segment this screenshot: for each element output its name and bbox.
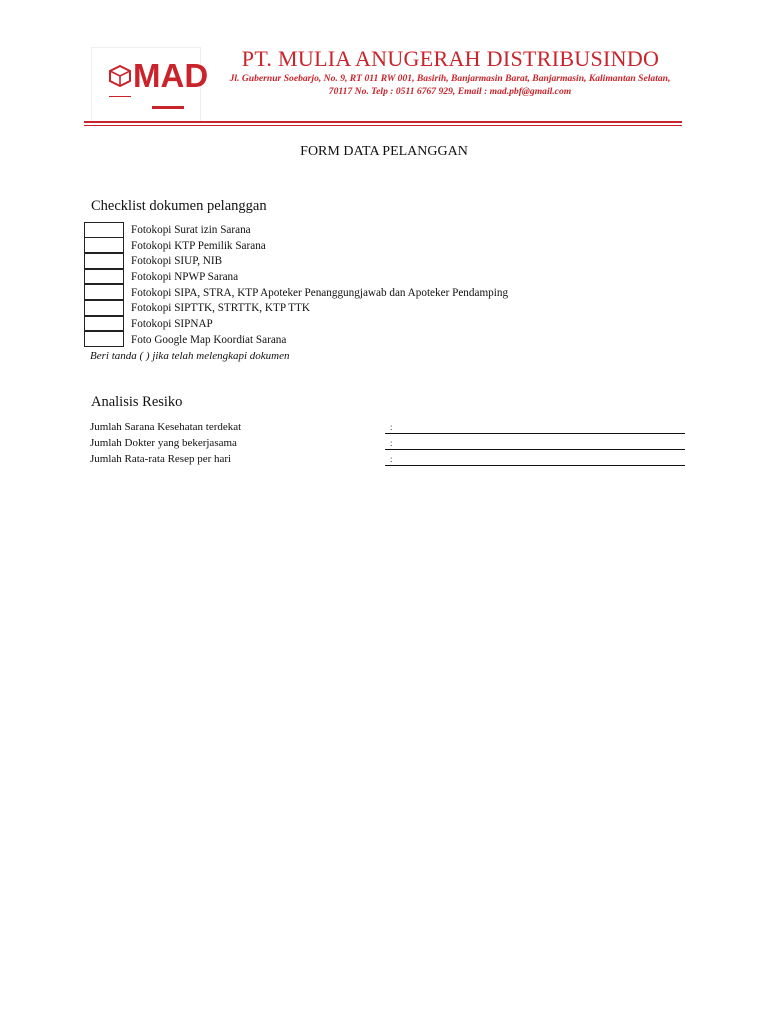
checkbox[interactable] — [84, 331, 124, 347]
analysis-row-label: Jumlah Dokter yang bekerjasama — [90, 437, 237, 449]
checklist-item-label: Fotokopi SIPA, STRA, KTP Apoteker Penanggungjawab dan Apoteker Pendamping — [131, 286, 509, 299]
analysis-row — [90, 452, 686, 467]
analysis-answer-line[interactable] — [385, 449, 685, 450]
logo-wordmark: MAD — [133, 57, 209, 94]
company-name: PT. MULIA ANUGERAH DISTRIBUSINDO — [241, 46, 660, 71]
analysis-row-separator: : — [390, 422, 393, 432]
checklist-table — [84, 222, 508, 348]
analysis-row — [90, 436, 686, 451]
checklist-item — [84, 332, 508, 348]
header-divider-thin — [84, 125, 682, 126]
analysis-row-separator: : — [390, 454, 393, 464]
checklist-note: Beri tanda ( ) jika telah melengkapi dokumen — [90, 350, 290, 362]
checklist-item — [84, 300, 508, 316]
form-title: FORM DATA PELANGGAN — [300, 144, 468, 159]
checkbox[interactable] — [84, 253, 124, 269]
checklist-item — [84, 222, 508, 238]
checklist-item-label: Fotokopi SIUP, NIB — [131, 255, 223, 268]
checkbox[interactable] — [84, 300, 124, 316]
analysis-row-separator: : — [390, 438, 393, 448]
checkbox[interactable] — [84, 222, 124, 238]
logo-tagline-bar — [152, 106, 184, 109]
checklist-item-label: Fotokopi KTP Pemilik Sarana — [131, 239, 266, 252]
checklist-item-label: Fotokopi SIPTTK, STRTTK, KTP TTK — [131, 302, 310, 315]
checklist-item-label: Fotokopi Surat izin Sarana — [131, 223, 251, 236]
analysis-row — [90, 420, 686, 435]
checklist-item-label: Fotokopi SIPNAP — [131, 317, 213, 330]
checklist-item — [84, 238, 508, 254]
checklist-heading: Checklist dokumen pelanggan — [91, 198, 267, 214]
analysis-heading: Analisis Resiko — [91, 394, 183, 410]
checklist-item — [84, 269, 508, 285]
checklist-item-label: Fotokopi NPWP Sarana — [131, 270, 239, 283]
cube-logo-icon — [109, 65, 131, 87]
analysis-answer-line[interactable] — [385, 433, 685, 434]
checkbox[interactable] — [84, 284, 124, 300]
checklist-item — [84, 285, 508, 301]
analysis-row-label: Jumlah Sarana Kesehatan terdekat — [90, 421, 242, 433]
analysis-answer-line[interactable] — [385, 465, 685, 466]
analysis-row-label: Jumlah Rata-rata Resep per hari — [90, 453, 232, 465]
checkbox[interactable] — [84, 237, 124, 253]
checkbox[interactable] — [84, 316, 124, 332]
checklist-item-label: Foto Google Map Koordiat Sarana — [131, 333, 287, 346]
checklist-item — [84, 253, 508, 269]
checkbox[interactable] — [84, 269, 124, 285]
logo-tagline-line — [109, 96, 131, 97]
header-divider-thick — [84, 121, 682, 123]
checklist-item — [84, 316, 508, 332]
company-logo — [91, 47, 209, 122]
company-address: Jl. Gubernur Soebarjo, No. 9, RT 011 RW 001, Basirih, Banjarmasin Barat, Banjarmasin, Kalimantan Selatan, 70117 No. Telp : 0511 6767 929, Email : mad.pbf@gmail.com — [229, 73, 671, 97]
